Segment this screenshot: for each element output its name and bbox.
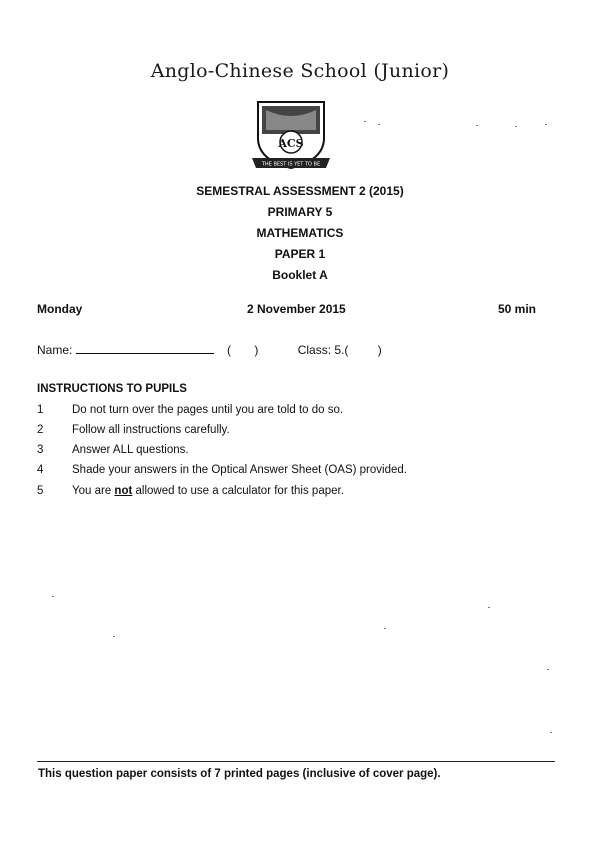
exam-date: 2 November 2015 [247, 302, 346, 316]
footer-rule [37, 761, 555, 762]
crest-letters: ACS [278, 137, 304, 150]
instructions-heading: INSTRUCTIONS TO PUPILS [37, 383, 187, 395]
instruction-item: 5 You are not allowed to use a calculator for this paper. [37, 485, 344, 497]
instruction-item: 1 Do not turn over the pages until you are told to do so. [37, 404, 344, 416]
scan-speck [547, 669, 549, 670]
class-close: ) [377, 343, 382, 357]
booklet-title: Booklet A [272, 268, 328, 282]
scan-speck [488, 607, 490, 608]
instruction-item: 3 Answer ALL questions. [37, 444, 189, 456]
scan-speck [52, 596, 54, 597]
paper-title: PAPER 1 [274, 247, 326, 261]
scan-speck [364, 121, 366, 122]
scan-speck [545, 124, 547, 125]
name-class-row [37, 343, 382, 357]
school-name: Anglo-Chinese School (Junior) [150, 60, 450, 82]
index-close: ) [254, 343, 259, 357]
scan-speck [113, 636, 115, 637]
level-title: PRIMARY 5 [267, 205, 333, 219]
crest-motto: THE BEST IS YET TO BE [261, 161, 321, 168]
scan-speck [384, 628, 386, 629]
scan-speck [378, 124, 380, 125]
subject-title: MATHEMATICS [256, 226, 344, 240]
class-label: Class: 5.( [297, 343, 349, 357]
exam-duration: 50 min [498, 302, 537, 316]
scan-speck [476, 125, 478, 126]
scan-speck [515, 126, 517, 127]
index-open: ( [227, 343, 232, 357]
school-crest-logo [246, 94, 336, 176]
emphasis-not: not [114, 485, 133, 497]
instruction-item: 2 Follow all instructions carefully. [37, 424, 230, 436]
assessment-title: SEMESTRAL ASSESSMENT 2 (2015) [196, 184, 404, 198]
scan-speck [550, 732, 552, 733]
name-blank [76, 343, 214, 354]
exam-day: Monday [37, 302, 83, 316]
name-label: Name: [37, 343, 73, 357]
instruction-item: 4 Shade your answers in the Optical Answer Sheet (OAS) provided. [37, 464, 407, 476]
footer-note: This question paper consists of 7 printed pages (inclusive of cover page). [38, 768, 441, 780]
